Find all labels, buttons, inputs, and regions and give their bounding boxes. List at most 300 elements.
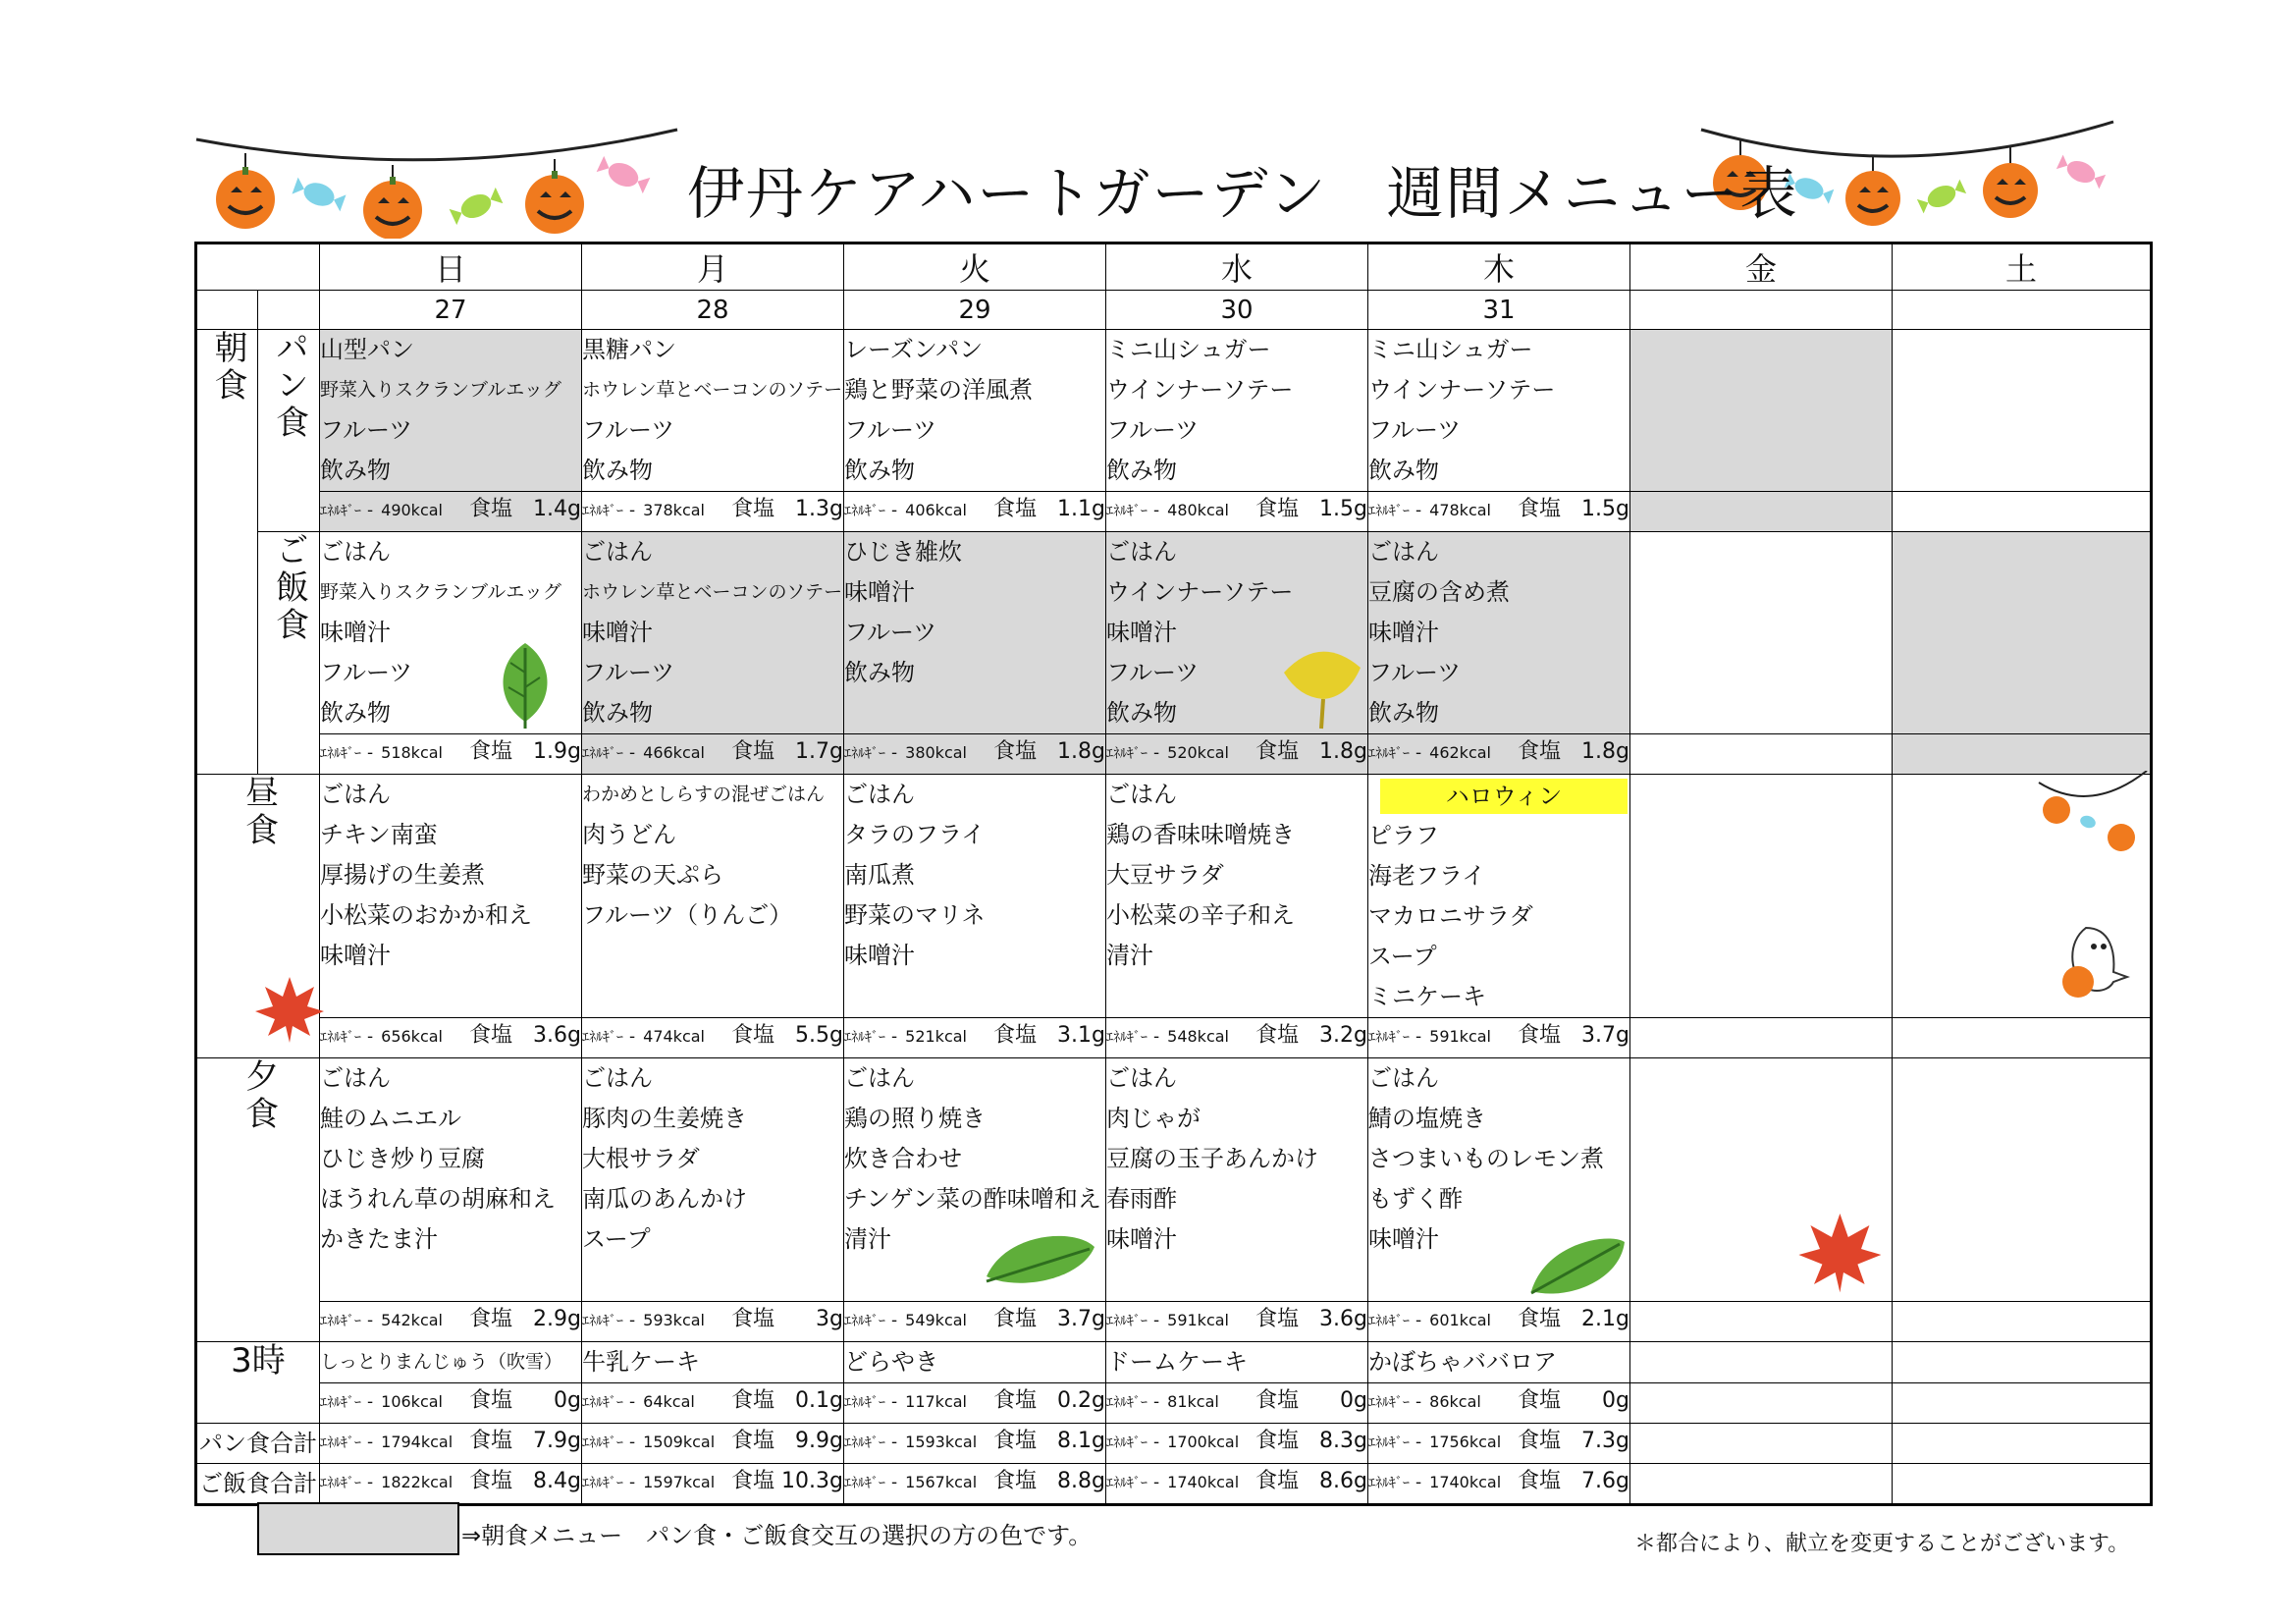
menu-cell xyxy=(320,775,582,1018)
menu-item: 海老フライ xyxy=(1368,862,1486,890)
salt-value: 1.1g xyxy=(1057,497,1105,521)
category-dinner xyxy=(196,1058,320,1342)
day-header: 日 xyxy=(320,243,582,291)
salt-label: 食塩 xyxy=(731,1469,775,1493)
menu-item: 清汁 xyxy=(844,1225,891,1253)
menu-cell xyxy=(1106,775,1368,1018)
menu-item: 飲み物 xyxy=(844,659,915,686)
menu-item: 鶏と野菜の洋風煮 xyxy=(844,376,1033,404)
energy-label: ｴﾈﾙｷﾞｰ xyxy=(1368,504,1410,519)
salt-label: 食塩 xyxy=(731,1307,775,1331)
salt-value: 1.8g xyxy=(1057,739,1105,764)
menu-item: 味噌汁 xyxy=(844,942,915,969)
salt-label: 食塩 xyxy=(469,739,513,764)
menu-item: 小松菜のおかか和え xyxy=(320,901,532,929)
menu-item: 味噌汁 xyxy=(320,942,391,969)
energy-value: 518kcal xyxy=(381,743,443,762)
menu-item: ウインナーソテー xyxy=(1368,376,1556,404)
energy-value: 462kcal xyxy=(1429,743,1491,762)
nutrition-cell xyxy=(582,492,844,532)
menu-item: しっとりまんじゅう（吹雪） xyxy=(320,1351,563,1373)
menu-cell xyxy=(320,330,582,492)
menu-item: 大豆サラダ xyxy=(1106,861,1224,889)
salt-label: 食塩 xyxy=(1255,497,1300,521)
salt-label: 食塩 xyxy=(1518,1307,1562,1331)
energy-label: ｴﾈﾙｷﾞｰ xyxy=(320,1395,361,1411)
menu-cell xyxy=(1630,532,1893,734)
menu-cell xyxy=(1106,330,1368,492)
nutrition-cell xyxy=(1893,1464,2152,1505)
salt-value: 3.6g xyxy=(1319,1307,1367,1331)
energy-dash: - xyxy=(629,501,636,520)
nutrition-cell xyxy=(1630,1302,1893,1342)
salt-value: 0.2g xyxy=(1057,1388,1105,1413)
nutrition-cell xyxy=(1368,1302,1630,1342)
energy-label: ｴﾈﾙｷﾞｰ xyxy=(1106,1030,1148,1046)
menu-item: 鶏の照り焼き xyxy=(844,1105,986,1132)
menu-item: 厚揚げの生姜煮 xyxy=(320,861,485,889)
salt-value: 1.4g xyxy=(533,497,581,521)
energy-label: ｴﾈﾙｷﾞｰ xyxy=(844,746,885,762)
energy-value: 1794kcal xyxy=(381,1433,454,1451)
menu-item: 味噌汁 xyxy=(320,619,391,646)
energy-dash: - xyxy=(629,743,636,763)
salt-label: 食塩 xyxy=(993,1023,1038,1048)
menu-item: ホウレン草とベーコンのソテー xyxy=(582,379,843,401)
menu-item: 飲み物 xyxy=(320,457,391,484)
nutrition-cell xyxy=(1630,492,1893,532)
menu-item: 牛乳ケーキ xyxy=(582,1348,700,1376)
menu-item: 飲み物 xyxy=(582,699,653,727)
salt-label: 食塩 xyxy=(469,1388,513,1413)
nutrition-cell xyxy=(1368,734,1630,775)
nutrition-cell xyxy=(1630,1018,1893,1058)
menu-cell xyxy=(320,1058,582,1302)
halloween-bunting-left-icon xyxy=(191,126,682,239)
energy-dash: - xyxy=(629,1027,636,1047)
category-label: 朝食 xyxy=(208,330,248,405)
menu-cell xyxy=(582,330,844,492)
salt-label: 食塩 xyxy=(993,497,1038,521)
nutrition-cell xyxy=(1893,1424,2152,1464)
menu-item: ごはん xyxy=(320,538,391,566)
subcategory-label: パン食 xyxy=(269,330,309,442)
energy-dash: - xyxy=(367,1027,374,1047)
nutrition-cell xyxy=(320,1018,582,1058)
menu-item: 肉うどん xyxy=(582,821,676,848)
salt-value: 8.6g xyxy=(1319,1469,1367,1493)
menu-item: 飲み物 xyxy=(320,699,391,727)
energy-value: 1597kcal xyxy=(643,1473,716,1491)
maple-leaf-icon xyxy=(253,972,327,1046)
date-header: 29 xyxy=(844,291,1106,330)
nutrition-cell xyxy=(582,1383,844,1424)
nutrition-cell xyxy=(1630,734,1893,775)
energy-label: ｴﾈﾙｷﾞｰ xyxy=(844,1476,885,1491)
energy-label: ｴﾈﾙｷﾞｰ xyxy=(582,1030,623,1046)
energy-value: 466kcal xyxy=(643,743,705,762)
salt-label: 食塩 xyxy=(1518,1023,1562,1048)
energy-dash: - xyxy=(1415,1433,1422,1452)
menu-item: 味噌汁 xyxy=(1106,619,1177,646)
snack-cell xyxy=(1630,1342,1893,1383)
menu-item: 野菜入りスクランブルエッグ xyxy=(320,379,561,401)
energy-label: ｴﾈﾙｷﾞｰ xyxy=(320,746,361,762)
energy-dash: - xyxy=(1153,1027,1160,1047)
salt-label: 食塩 xyxy=(469,1429,513,1453)
green-leaf-icon xyxy=(1526,1232,1629,1301)
green-leaf-icon xyxy=(982,1227,1099,1291)
ghost-pumpkin-icon xyxy=(2056,923,2150,1001)
nutrition-cell xyxy=(582,1018,844,1058)
salt-value: 1.8g xyxy=(1319,739,1367,764)
menu-item: ミニ山シュガー xyxy=(1106,336,1271,363)
energy-dash: - xyxy=(1415,1473,1422,1492)
nutrition-cell xyxy=(1106,1302,1368,1342)
salt-label: 食塩 xyxy=(1518,739,1562,764)
menu-item: フルーツ xyxy=(320,659,413,686)
menu-item: 清汁 xyxy=(1106,942,1153,969)
menu-item: 味噌汁 xyxy=(582,619,653,646)
energy-dash: - xyxy=(629,1392,636,1412)
menu-item: 味噌汁 xyxy=(844,578,915,606)
energy-value: 656kcal xyxy=(381,1027,443,1046)
nutrition-cell xyxy=(1368,1424,1630,1464)
salt-value: 9.9g xyxy=(795,1429,843,1453)
day-header: 月 xyxy=(582,243,844,291)
energy-dash: - xyxy=(1415,1392,1422,1412)
energy-dash: - xyxy=(1415,743,1422,763)
nutrition-cell xyxy=(582,1302,844,1342)
nutrition-cell xyxy=(320,734,582,775)
nutrition-cell xyxy=(1893,1302,2152,1342)
date-header xyxy=(1630,291,1893,330)
category-snack: 3時 xyxy=(196,1342,320,1424)
nutrition-cell xyxy=(844,1383,1106,1424)
menu-cell xyxy=(1368,532,1630,734)
menu-item: ミニケーキ xyxy=(1368,983,1486,1010)
energy-value: 64kcal xyxy=(643,1392,695,1411)
nutrition-cell xyxy=(1893,1383,2152,1424)
salt-label: 食塩 xyxy=(1255,1307,1300,1331)
energy-value: 490kcal xyxy=(381,501,443,519)
menu-item: ごはん xyxy=(1106,781,1177,808)
menu-item: かきたま汁 xyxy=(320,1225,438,1253)
energy-label: ｴﾈﾙｷﾞｰ xyxy=(844,504,885,519)
salt-label: 食塩 xyxy=(993,739,1038,764)
nutrition-cell xyxy=(1630,1383,1893,1424)
nutrition-cell xyxy=(320,1383,582,1424)
nutrition-cell xyxy=(1368,1018,1630,1058)
energy-label: ｴﾈﾙｷﾞｰ xyxy=(320,1435,361,1451)
salt-value: 1.5g xyxy=(1581,497,1629,521)
subcategory-bread xyxy=(258,330,320,532)
menu-item: 味噌汁 xyxy=(1368,619,1439,646)
menu-cell xyxy=(844,532,1106,734)
energy-value: 601kcal xyxy=(1429,1311,1491,1329)
energy-dash: - xyxy=(891,1311,898,1330)
salt-value: 1.5g xyxy=(1319,497,1367,521)
salt-value: 3.1g xyxy=(1057,1023,1105,1048)
energy-label: ｴﾈﾙｷﾞｰ xyxy=(1368,1435,1410,1451)
salt-value: 3.2g xyxy=(1319,1023,1367,1048)
corner-cell xyxy=(196,243,320,291)
energy-label: ｴﾈﾙｷﾞｰ xyxy=(320,504,361,519)
menu-item: チキン南蛮 xyxy=(320,821,438,848)
menu-item: 山型パン xyxy=(320,336,414,363)
day-header: 火 xyxy=(844,243,1106,291)
menu-item: ごはん xyxy=(844,781,915,808)
energy-dash: - xyxy=(891,743,898,763)
energy-dash: - xyxy=(1153,1433,1160,1452)
menu-item: 炊き合わせ xyxy=(844,1145,962,1172)
nutrition-cell xyxy=(844,492,1106,532)
snack-cell xyxy=(1368,1342,1630,1383)
menu-item: ドームケーキ xyxy=(1106,1348,1248,1376)
menu-cell xyxy=(1368,330,1630,492)
energy-dash: - xyxy=(629,1473,636,1492)
menu-item: ごはん xyxy=(320,1064,391,1092)
nutrition-cell xyxy=(844,1302,1106,1342)
date-header: 28 xyxy=(582,291,844,330)
menu-item: 豚肉の生姜焼き xyxy=(582,1105,747,1132)
menu-item: 鯖の塩焼き xyxy=(1368,1105,1486,1132)
nutrition-cell xyxy=(1106,1464,1368,1505)
menu-item: ごはん xyxy=(1368,1064,1439,1092)
snack-cell xyxy=(844,1342,1106,1383)
nutrition-cell xyxy=(1368,1464,1630,1505)
energy-label: ｴﾈﾙｷﾞｰ xyxy=(582,746,623,762)
energy-label: ｴﾈﾙｷﾞｰ xyxy=(844,1030,885,1046)
weekly-menu-table xyxy=(194,242,2153,1506)
menu-item: タラのフライ xyxy=(844,821,986,848)
salt-label: 食塩 xyxy=(1255,739,1300,764)
subcategory-label: ご飯食 xyxy=(269,532,309,644)
legend-shade-swatch xyxy=(257,1502,459,1555)
menu-cell xyxy=(582,532,844,734)
salt-label: 食塩 xyxy=(469,1023,513,1048)
menu-item: ウインナーソテー xyxy=(1106,578,1294,606)
date-header xyxy=(1893,291,2152,330)
day-header: 金 xyxy=(1630,243,1893,291)
energy-label: ｴﾈﾙｷﾞｰ xyxy=(320,1314,361,1329)
salt-value: 8.3g xyxy=(1319,1429,1367,1453)
salt-value: 3.7g xyxy=(1581,1023,1629,1048)
day-header: 木 xyxy=(1368,243,1630,291)
salt-value: 1.7g xyxy=(795,739,843,764)
menu-item: 春雨酢 xyxy=(1106,1185,1177,1213)
menu-item: 野菜入りスクランブルエッグ xyxy=(320,581,561,603)
subcategory-rice xyxy=(258,532,320,775)
menu-item: 野菜の天ぷら xyxy=(582,861,723,889)
menu-item: 小松菜の辛子和え xyxy=(1106,901,1295,929)
salt-label: 食塩 xyxy=(1518,1388,1562,1413)
legend-note: ⇒朝食メニュー パン食・ご飯食交互の選択の方の色です。 xyxy=(461,1522,1093,1549)
energy-label: ｴﾈﾙｷﾞｰ xyxy=(1368,1314,1410,1329)
menu-item: ごはん xyxy=(844,1064,915,1092)
date-header: 31 xyxy=(1368,291,1630,330)
salt-value: 2.9g xyxy=(533,1307,581,1331)
menu-item: ウインナーソテー xyxy=(1106,376,1294,404)
energy-value: 548kcal xyxy=(1167,1027,1229,1046)
salt-value: 1.9g xyxy=(533,739,581,764)
menu-cell xyxy=(582,1058,844,1302)
maple-leaf-icon xyxy=(1796,1208,1885,1296)
energy-value: 478kcal xyxy=(1429,501,1491,519)
salt-value: 7.6g xyxy=(1581,1469,1629,1493)
nutrition-cell xyxy=(1106,1383,1368,1424)
menu-cell xyxy=(1630,775,1893,1018)
menu-item: 南瓜のあんかけ xyxy=(582,1185,747,1213)
nutrition-cell xyxy=(582,1424,844,1464)
salt-label: 食塩 xyxy=(1255,1469,1300,1493)
energy-dash: - xyxy=(367,1392,374,1412)
menu-item: 飲み物 xyxy=(1106,457,1177,484)
energy-value: 380kcal xyxy=(905,743,967,762)
menu-item: 飲み物 xyxy=(1106,699,1177,727)
energy-value: 521kcal xyxy=(905,1027,967,1046)
menu-cell xyxy=(1368,775,1630,1018)
energy-dash: - xyxy=(367,1311,374,1330)
menu-item: ごはん xyxy=(320,781,391,808)
menu-item: フルーツ xyxy=(1106,416,1200,444)
nutrition-cell xyxy=(320,1424,582,1464)
menu-item: フルーツ xyxy=(1368,416,1462,444)
menu-item: チンゲン菜の酢味噌和え xyxy=(844,1185,1101,1213)
energy-value: 591kcal xyxy=(1167,1311,1229,1329)
energy-label: ｴﾈﾙｷﾞｰ xyxy=(1106,1476,1148,1491)
salt-value: 0g xyxy=(554,1388,581,1413)
category-label: 夕食 xyxy=(239,1058,279,1133)
nutrition-cell xyxy=(1630,1424,1893,1464)
energy-label: ｴﾈﾙｷﾞｰ xyxy=(844,1395,885,1411)
day-header: 土 xyxy=(1893,243,2152,291)
menu-item: ごはん xyxy=(582,1064,653,1092)
menu-item: フルーツ（りんご） xyxy=(582,901,793,929)
menu-cell xyxy=(582,775,844,1018)
salt-value: 3.7g xyxy=(1057,1307,1105,1331)
energy-value: 1509kcal xyxy=(643,1433,716,1451)
salt-value: 7.9g xyxy=(533,1429,581,1453)
nutrition-cell xyxy=(1106,734,1368,775)
salt-label: 食塩 xyxy=(1255,1388,1300,1413)
salt-value: 10.3g xyxy=(781,1469,843,1493)
energy-value: 1740kcal xyxy=(1167,1473,1240,1491)
salt-value: 8.1g xyxy=(1057,1429,1105,1453)
salt-label: 食塩 xyxy=(731,1023,775,1048)
energy-dash: - xyxy=(1415,501,1422,520)
salt-value: 1.8g xyxy=(1581,739,1629,764)
salt-label: 食塩 xyxy=(993,1388,1038,1413)
nutrition-cell xyxy=(844,1018,1106,1058)
menu-item: フルーツ xyxy=(320,416,413,444)
snack-cell xyxy=(1106,1342,1368,1383)
menu-item: ごはん xyxy=(582,538,653,566)
salt-value: 1.3g xyxy=(795,497,843,521)
energy-dash: - xyxy=(1153,1392,1160,1412)
menu-cell xyxy=(844,330,1106,492)
energy-dash: - xyxy=(367,501,374,520)
salt-label: 食塩 xyxy=(731,739,775,764)
date-header: 27 xyxy=(320,291,582,330)
energy-dash: - xyxy=(1153,1311,1160,1330)
menu-item: ミニ山シュガー xyxy=(1368,336,1533,363)
energy-value: 1593kcal xyxy=(905,1433,978,1451)
energy-label: ｴﾈﾙｷﾞｰ xyxy=(1368,746,1410,762)
nutrition-cell xyxy=(582,1464,844,1505)
menu-item: スープ xyxy=(1368,943,1437,970)
menu-item: フルーツ xyxy=(582,659,675,686)
salt-value: 7.3g xyxy=(1581,1429,1629,1453)
salt-value: 8.4g xyxy=(533,1469,581,1493)
energy-dash: - xyxy=(1415,1311,1422,1330)
menu-item: ほうれん草の胡麻和え xyxy=(320,1185,556,1213)
salt-value: 3.6g xyxy=(533,1023,581,1048)
energy-dash: - xyxy=(1153,743,1160,763)
nutrition-cell xyxy=(1106,1018,1368,1058)
menu-item: 飲み物 xyxy=(582,457,653,484)
menu-item: ごはん xyxy=(1368,538,1439,566)
menu-item: 大根サラダ xyxy=(582,1145,700,1172)
menu-item: ピラフ xyxy=(1368,822,1439,849)
menu-item: もずく酢 xyxy=(1368,1185,1463,1213)
green-leaf-icon xyxy=(491,638,560,731)
energy-dash: - xyxy=(1415,1027,1422,1047)
energy-value: 520kcal xyxy=(1167,743,1229,762)
snack-cell xyxy=(582,1342,844,1383)
energy-value: 1740kcal xyxy=(1429,1473,1502,1491)
nutrition-cell xyxy=(1893,1018,2152,1058)
salt-value: 8.8g xyxy=(1057,1469,1105,1493)
nutrition-cell xyxy=(1368,492,1630,532)
pumpkin-bunting-icon xyxy=(2037,771,2150,854)
date-header: 30 xyxy=(1106,291,1368,330)
energy-dash: - xyxy=(891,501,898,520)
menu-item: ごはん xyxy=(1106,1064,1177,1092)
menu-item: 野菜のマリネ xyxy=(844,901,986,929)
salt-value: 0.1g xyxy=(795,1388,843,1413)
energy-label: ｴﾈﾙｷﾞｰ xyxy=(1368,1395,1410,1411)
ginkgo-leaf-icon xyxy=(1274,638,1367,731)
energy-label: ｴﾈﾙｷﾞｰ xyxy=(1368,1476,1410,1491)
energy-label: ｴﾈﾙｷﾞｰ xyxy=(1106,1395,1148,1411)
menu-item: ホウレン草とベーコンのソテー xyxy=(582,581,843,603)
salt-label: 食塩 xyxy=(469,497,513,521)
menu-item: フルーツ xyxy=(582,416,675,444)
salt-value: 5.5g xyxy=(795,1023,843,1048)
category-label: 昼食 xyxy=(239,775,279,849)
menu-item: スープ xyxy=(582,1225,651,1253)
energy-label: ｴﾈﾙｷﾞｰ xyxy=(1106,1314,1148,1329)
salt-label: 食塩 xyxy=(469,1469,513,1493)
energy-label: ｴﾈﾙｷﾞｰ xyxy=(844,1314,885,1329)
menu-item: 南瓜煮 xyxy=(844,861,915,889)
page-title: 伊丹ケアハートガーデン 週間メニュー表 xyxy=(687,160,1799,227)
nutrition-cell xyxy=(1630,1464,1893,1505)
salt-label: 食塩 xyxy=(731,497,775,521)
day-header: 水 xyxy=(1106,243,1368,291)
nutrition-cell xyxy=(844,1424,1106,1464)
menu-item: フルーツ xyxy=(1368,659,1462,686)
energy-dash: - xyxy=(367,1433,374,1452)
energy-label: ｴﾈﾙｷﾞｰ xyxy=(1106,1435,1148,1451)
menu-item: 肉じゃが xyxy=(1106,1105,1201,1132)
energy-label: ｴﾈﾙｷﾞｰ xyxy=(1106,746,1148,762)
nutrition-cell xyxy=(320,492,582,532)
bread-total-row-label: パン食合計 xyxy=(196,1424,320,1464)
energy-value: 591kcal xyxy=(1429,1027,1491,1046)
menu-cell xyxy=(1893,330,2152,492)
